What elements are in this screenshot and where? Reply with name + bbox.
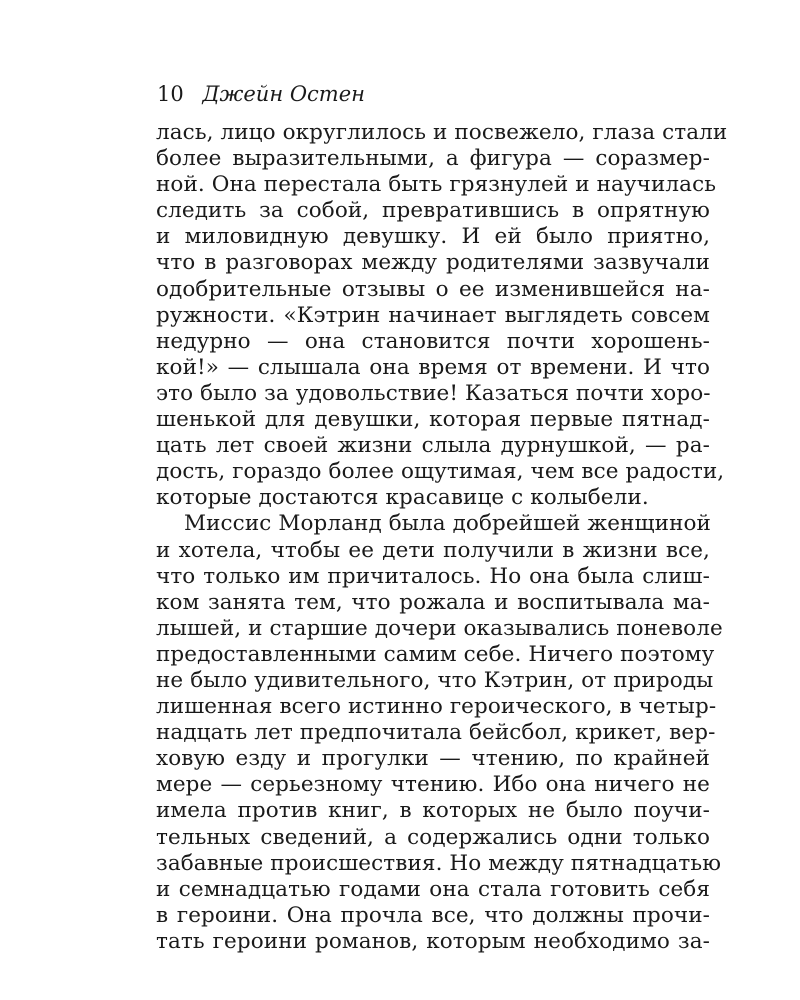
text-line: более выразительными, а фигура — соразмер-: [156, 146, 710, 172]
text-line: мере — серьезному чтению. Ибо она ничего не: [156, 772, 710, 798]
text-line: в героини. Она прочла все, что должны прочи-: [156, 902, 710, 928]
page-number: 10: [157, 82, 184, 106]
text-line: ружности. «Кэтрин начинает выглядеть совсем: [156, 302, 710, 328]
text-line: и миловидную девушку. И ей было приятно,: [156, 224, 710, 250]
paragraph-end-line: которые достаются красавице с колыбели.: [156, 485, 649, 511]
text-line: не было удивительного, что Кэтрин, от природы: [156, 667, 714, 693]
paragraph-start-line: Миссис Морланд была добрейшей женщиной: [184, 511, 711, 537]
text-line: лась, лицо округлилось и посвежело, глаза стали: [156, 120, 728, 145]
text-line: предоставленными самим себе. Ничего поэтому: [156, 641, 715, 667]
text-line: что только им причиталось. Но она была слиш-: [156, 563, 710, 589]
text-line: тельных сведений, а содержались одни только: [156, 824, 710, 850]
text-line: ком занята тем, что рожала и воспитывала ма-: [156, 589, 710, 615]
text-line: тать героини романов, которым необходимо за-: [156, 928, 710, 954]
text-line: кой!» — слышала она время от времени. И что: [156, 354, 710, 380]
text-line: недурно — она становится почти хорошень-: [156, 328, 710, 354]
text-line: что в разговорах между родителями зазвучали: [156, 250, 710, 276]
text-line: шенькой для девушки, которая первые пятнад-: [156, 407, 710, 433]
text-line: и семнадцатью годами она стала готовить себя: [156, 876, 710, 902]
text-line: дость, гораздо более ощутимая, чем все радости,: [156, 459, 725, 485]
text-line: ховую езду и прогулки — чтению, по крайней: [156, 746, 710, 772]
text-line: надцать лет предпочитала бейсбол, крикет, вер-: [156, 720, 716, 746]
text-line: одобрительные отзывы о ее изменившейся на-: [156, 276, 710, 302]
text-line: лишенная всего истинно героического, в четыр-: [156, 694, 717, 720]
running-head-author: Джейн Остен: [202, 82, 365, 106]
text-line: лышей, и старшие дочери оказывались поневоле: [156, 615, 723, 641]
text-line: забавные происшествия. Но между пятнадцатью: [156, 850, 722, 876]
text-line: имела против книг, в которых не было поучи-: [156, 798, 710, 824]
text-line: следить за собой, превратившись в опрятную: [156, 198, 710, 224]
text-line: это было за удовольствие! Казаться почти хоро-: [156, 380, 711, 406]
body-text: [156, 120, 728, 955]
text-line: ной. Она перестала быть грязнулей и научилась: [156, 172, 717, 198]
text-line: цать лет своей жизни слыла дурнушкой, — ра-: [156, 433, 710, 459]
text-line: и хотела, чтобы ее дети получили в жизни все,: [156, 537, 710, 563]
running-head: [157, 82, 365, 106]
